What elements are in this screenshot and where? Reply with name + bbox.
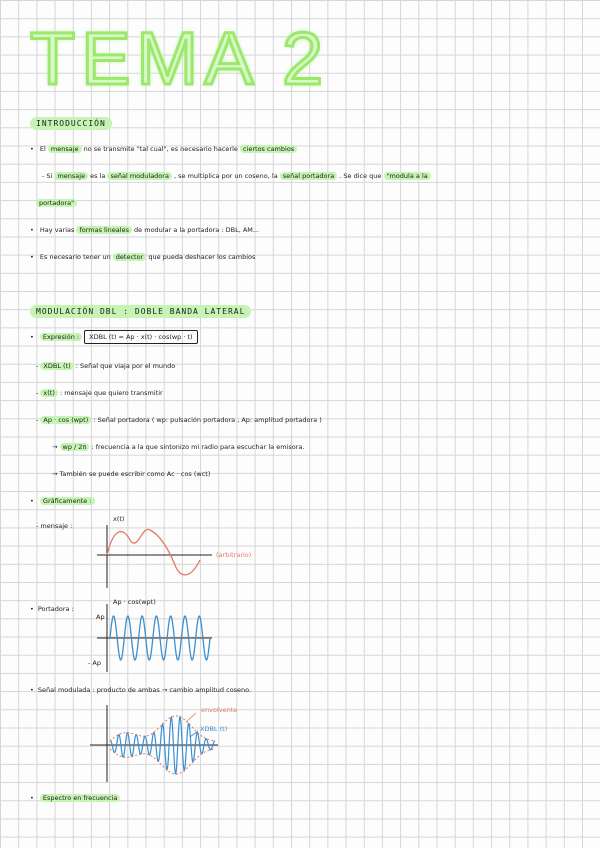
- envelope-label: envolvente: [201, 706, 238, 714]
- expression-box: XDBL (t) = Ap · x(t) · cos(wp · t): [84, 330, 197, 344]
- carrier-label: • Portadora :: [30, 605, 74, 613]
- highlight-detector: detector: [113, 253, 146, 261]
- dbl-item-1: - XDBL (t) : Señal que viaja por el mundo: [36, 362, 176, 370]
- text: , se multiplica por un coseno, la: [174, 172, 278, 180]
- highlight-portadora: señal portadora: [280, 172, 337, 180]
- dbl-item-5: → También se puede escribir como Ac · cos (wct): [52, 470, 211, 478]
- text: : frecuencia a la que sintonizo mi radio para escuchar la emisora.: [91, 443, 305, 451]
- highlight-modula: "modula a la: [384, 172, 431, 180]
- highlight-mensaje: mensaje: [48, 145, 82, 153]
- text: de modular a la portadora : DBL, AM...: [134, 226, 260, 234]
- highlight-frequency: wp / 2π: [60, 443, 90, 451]
- message-note: (arbitrario): [216, 551, 252, 559]
- envelope-pointer: [186, 713, 196, 722]
- graf-heading: Gráficamente :: [40, 497, 95, 505]
- text: El: [39, 145, 46, 153]
- message-label: - mensaje :: [36, 522, 73, 530]
- highlight-cambios: ciertos cambios: [240, 145, 297, 153]
- intro-heading: INTRODUCCIÓN: [30, 117, 112, 130]
- highlight-formas: formas lineales: [76, 226, 132, 234]
- text: que pueda deshacer los cambios: [148, 253, 256, 261]
- spectrum-heading: Espectro en frecuencia: [40, 794, 121, 802]
- text: : Señal portadora ( wp: pulsación portadora , Ap: amplitud portadora ): [93, 416, 322, 424]
- dbl-heading: MODULACIÓN DBL : DOBLE BANDA LATERAL: [30, 305, 251, 318]
- highlight-portadora-quote: portadora": [36, 199, 77, 207]
- arrow-icon: →: [52, 443, 58, 451]
- envelope-bottom: [110, 749, 215, 774]
- dbl-item-3: - Ap · cos (wpt) : Señal portadora ( wp: pulsación portadora , Ap: amplitud portadora ): [36, 416, 322, 424]
- page-title: TEMA 2: [30, 17, 330, 100]
- modulated-label: • Señal modulada : producto de ambas → cambio amplitud coseno.: [30, 686, 251, 694]
- spectrum-row: [30, 794, 120, 802]
- text: Si: [46, 172, 53, 180]
- highlight-carrier: Ap · cos (wpt): [40, 416, 91, 424]
- intro-line-2: - Si mensaje es la señal moduladora , se multiplica por un coseno, la señal portadora . Se dice que "modula a la: [42, 172, 431, 180]
- carrier-ap-pos: Ap: [96, 613, 105, 621]
- expression-label: Expresión :: [40, 333, 82, 341]
- text: es la: [90, 172, 106, 180]
- text: : Señal que viaja por el mundo: [75, 362, 176, 370]
- carrier-axis-label: Ap · cos(wpt): [113, 598, 156, 606]
- highlight-moduladora: señal moduladora: [107, 172, 171, 180]
- highlight-xdbl: XDBL (t): [40, 362, 73, 370]
- highlight-x: x(t): [40, 389, 57, 397]
- text: Hay varias: [39, 226, 75, 234]
- highlight-mensaje: mensaje: [54, 172, 88, 180]
- text: no se transmite "tal cual", es necesario hacerle: [83, 145, 238, 153]
- text: . Se dice que: [339, 172, 382, 180]
- message-axis-label: x(t): [113, 515, 125, 523]
- dbl-item-2: - x(t) : mensaje que quiero transmitir: [36, 389, 163, 397]
- xdbl-label: XDBL (t): [200, 725, 228, 733]
- text: Es necesario tener un: [39, 253, 111, 261]
- text: : mensaje que quiero transmitir: [59, 389, 163, 397]
- carrier-ap-neg: - Ap: [88, 659, 101, 667]
